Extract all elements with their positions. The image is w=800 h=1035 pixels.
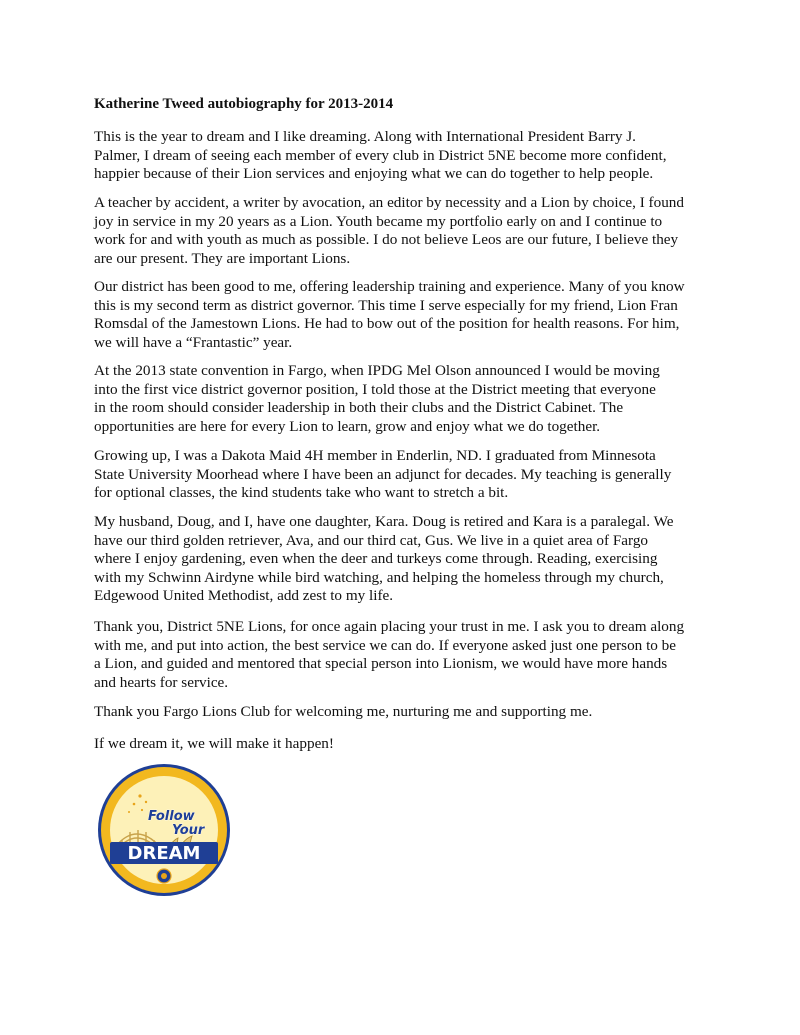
text-line: with my Schwinn Airdyne while bird watching, and helping the homeless through my church, (94, 568, 664, 586)
text-line: This is the year to dream and I like dreaming. Along with International President Barry J. (94, 128, 636, 145)
text-line: this is my second term as district governor. This time I serve especially for my friend, Lion Fran (94, 296, 678, 314)
paragraph-closing (94, 735, 734, 754)
paragraph-family (94, 513, 734, 606)
text-line: Edgewood United Methodist, add zest to my life. (94, 587, 394, 604)
text-line: At the 2013 state convention in Fargo, when IPDG Mel Olson announced I would be moving (94, 362, 660, 379)
text-line: opportunities are here for every Lion to learn, grow and enjoy what we do together. (94, 417, 601, 435)
text-line: Palmer, I dream of seeing each member of every club in District 5NE become more confident, (94, 146, 667, 164)
text-line: have our third golden retriever, Ava, and our third cat, Gus. We live in a quiet area of Fargo (94, 531, 649, 549)
text-line: in the room should consider leadership in both their clubs and the District Cabinet. The (94, 399, 624, 416)
text-line: happier because of their Lion services and enjoying what we can do together to help people. (94, 165, 654, 182)
paragraph-convention (94, 362, 734, 436)
document-title: Katherine Tweed autobiography for 2013-2014 (94, 96, 394, 112)
paragraph-dream (94, 128, 734, 184)
text-line: Thank you, District 5NE Lions, for once again placing your trust in me. I ask you to dream along (94, 618, 685, 635)
paragraph-growing-up (94, 447, 734, 503)
follow-your-dream-logo (96, 762, 232, 898)
text-line: for optional classes, the kind students take who want to stretch a bit. (94, 484, 509, 501)
text-line: and hearts for service. (94, 673, 229, 691)
text-line: we will have a “Frantastic” year. (94, 333, 293, 351)
text-line: Growing up, I was a Dakota Maid 4H member in Enderlin, ND. I graduated from Minnesota (94, 447, 656, 464)
text-line: are our present. They are important Lions. (94, 249, 351, 267)
text-line: with me, and put into action, the best service we can do. If everyone asked just one person to be (94, 636, 677, 654)
paragraph-teacher (94, 194, 734, 268)
text-line: Thank you Fargo Lions Club for welcoming me, nurturing me and supporting me. (94, 703, 593, 720)
logo-text-dream: DREAM (127, 843, 201, 864)
paragraph-thanks-club (94, 703, 734, 722)
text-line: A teacher by accident, a writer by avocation, an editor by necessity and a Lion by choice, I found (94, 194, 684, 211)
text-line: My husband, Doug, and I, have one daughter, Kara. Doug is retired and Kara is a paralegal. We (94, 513, 674, 530)
text-line: work for and with youth as much as possible. I do not believe Leos are our future, I believe they (94, 231, 679, 248)
text-line: joy in service in my 20 years as a Lion. Youth became my portfolio early on and I continue to (94, 212, 663, 230)
lions-emblem-icon (157, 869, 171, 883)
text-line: State University Moorhead where I have been an adjunct for decades. My teaching is generally (94, 465, 672, 483)
paragraph-thanks-district (94, 618, 734, 692)
text-line: a Lion, and guided and mentored that special person into Lionism, we would have more hands (94, 655, 668, 672)
text-line: If we dream it, we will make it happen! (94, 735, 334, 752)
text-line: into the first vice district governor position, I told those at the District meeting that everyone (94, 380, 656, 398)
logo-text-follow: Follow (148, 809, 195, 824)
text-line: Our district has been good to me, offering leadership training and experience. Many of you know (94, 278, 685, 295)
text-line: Romsdal of the Jamestown Lions. He had to bow out of the position for health reasons. For him, (94, 315, 680, 332)
text-line: where I enjoy gardening, even when the deer and turkeys come through. Reading, exercising (94, 550, 658, 567)
logo-text-your: Your (172, 823, 205, 838)
paragraph-district (94, 278, 734, 352)
